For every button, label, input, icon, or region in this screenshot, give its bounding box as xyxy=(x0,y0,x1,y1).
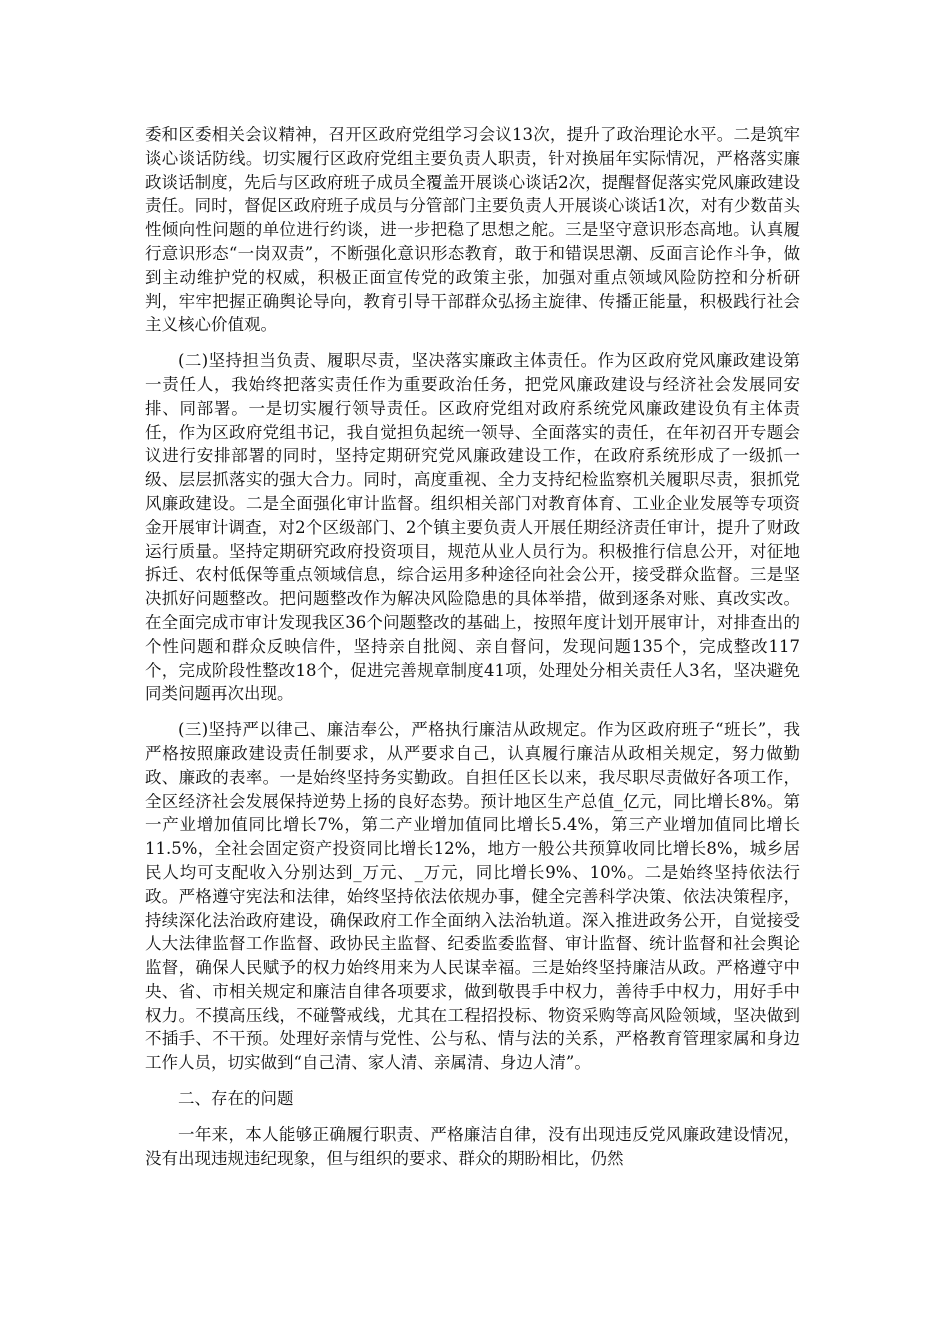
section-heading-problems: 二、存在的问题 xyxy=(178,1089,294,1109)
paragraph-problems-intro: 一年来，本人能够正确履行职责、严格廉洁自律，没有出现违反党风廉政建设情况，没有出现违规违纪现象，但与组织的要求、群众的期盼相比，仍然 xyxy=(145,1124,800,1168)
document-body xyxy=(145,123,800,1170)
paragraph-continuation: 委和区委相关会议精神，召开区政府党组学习会议13次，提升了政治理论水平。二是筑牢谈心谈话防线。切实履行区政府党组主要负责人职责，针对换届年实际情况，严格落实廉政谈话制度，先后与区政府班子成员全覆盖开展谈心谈话2次，提醒督促落实党风廉政建设责任。同时，督促区政府班子成员与分管部门主要负责人开展谈心谈话1次，对有少数苗头性倾向性问题的单位进行约谈，进一步把稳了思想之舵。三是坚守意识形态高地。认真履行意识形态“一岗双责”，不断强化意识形态教育，敢于和错误思潮、反面言论作斗争，做到主动维护党的权威，积极正面宣传党的政策主张，加强对重点领域风险防控和分析研判，牢牢把握正确舆论导向，教育引导干部群众弘扬主旋律、传播正能量，积极践行社会主义核心价值观。 xyxy=(145,125,800,335)
paragraph-section-three: (三)坚持严以律己、廉洁奉公，严格执行廉洁从政规定。作为区政府班子“班长”，我严格按照廉政建设责任制要求，从严要求自己，认真履行廉洁从政相关规定，努力做勤政、廉政的表率。一是始终坚持务实勤政。自担任区长以来，我尽职尽责做好各项工作，全区经济社会发展保持逆势上扬的良好态势。预计地区生产总值_亿元，同比增长8%。第一产业增加值同比增长7%，第二产业增加值同比增长5.4%，第三产业增加值同比增长11.5%，全社会固定资产投资同比增长12%，地方一般公共预算收同比增长8%，城乡居民人均可支配收入分别达到_万元、_万元，同比增长9%、10%。二是始终坚持依法行政。严格遵守宪法和法律，始终坚持依法依规办事，健全完善科学决策、依法决策程序，持续深化法治政府建设，确保政府工作全面纳入法治轨道。深入推进政务公开，自觉接受人大法律监督工作监督、政协民主监督、纪委监委监督、审计监督、统计监督和社会舆论监督，确保人民赋予的权力始终用来为人民谋幸福。三是始终坚持廉洁从政。严格遵守中央、省、市相关规定和廉洁自律各项要求，做到敬畏手中权力，善待手中权力，用好手中权力。不摸高压线，不碰警戒线，尤其在工程招投标、物资采购等高风险领域，坚决做到不插手、不干预。处理好亲情与党性、公与私、情与法的关系，严格教育管理家属和身边工作人员，切实做到“自己清、家人清、亲属清、身边人清”。 xyxy=(145,720,800,1073)
paragraph-section-two: (二)坚持担当负责、履职尽责，坚决落实廉政主体责任。作为区政府党风廉政建设第一责任人，我始终把落实责任作为重要政治任务，把党风廉政建设与经济社会发展同安排、同部署。一是切实履行领导责任。区政府党组对政府系统党风廉政建设负有主体责任，作为区政府党组书记，我自觉担负起统一领导、全面落实的责任，在年初召开专题会议进行安排部署的同时，坚持定期研究党风廉政建设工作，在政府系统形成了一级抓一级、层层抓落实的强大合力。同时，高度重视、全力支持纪检监察机关履职尽责，狠抓党风廉政建设。二是全面强化审计监督。组织相关部门对教育体育、工业企业发展等专项资金开展审计调查，对2个区级部门、2个镇主要负责人开展任期经济责任审计，提升了财政运行质量。坚持定期研究政府投资项目，规范从业人员行为。积极推行信息公开，对征地拆迁、农村低保等重点领域信息，综合运用多种途径向社会公开，接受群众监督。三是坚决抓好问题整改。把问题整改作为解决风险隐患的具体举措，做到逐条对账、真改实改。在全面完成市审计发现我区36个问题整改的基础上，按照年度计划开展审计，对排查出的个性问题和群众反映信件，坚持亲自批阅、亲自督问，发现问题135个，完成整改117个，完成阶段性整改18个，促进完善规章制度41项，处理处分相关责任人3名，坚决避免同类问题再次出现。 xyxy=(145,351,800,704)
